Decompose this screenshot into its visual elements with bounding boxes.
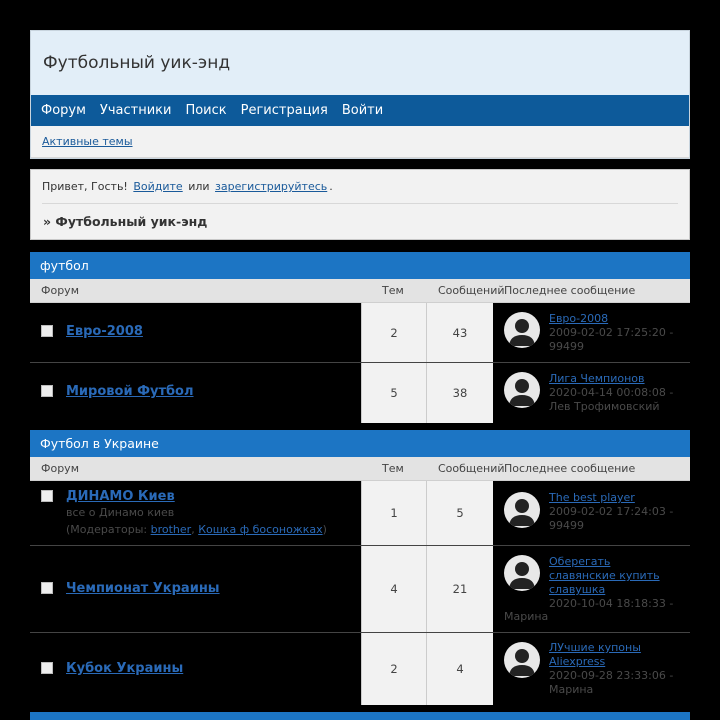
last-post-link[interactable]: Оберегать славянские купить славушка xyxy=(549,555,660,596)
user-silhouette-icon xyxy=(504,372,540,408)
last-post-link[interactable]: ЛУчшие купоны Aliexpress xyxy=(549,641,641,668)
col-topics: Тем xyxy=(382,284,404,297)
last-post-link[interactable]: Лига Чемпионов xyxy=(549,372,645,385)
forum-row xyxy=(30,303,690,363)
col-forum: Форум xyxy=(41,462,79,475)
forum-row xyxy=(30,633,690,705)
nav-members[interactable]: Участники xyxy=(99,103,172,118)
site-header xyxy=(30,30,690,159)
moderators-end: ) xyxy=(322,523,327,536)
last-post xyxy=(549,491,678,533)
breadcrumb: » Футбольный уик-энд xyxy=(43,214,208,229)
posts-count: 21 xyxy=(427,546,493,632)
login-link[interactable]: Войдите xyxy=(133,180,183,193)
forum-status-icon xyxy=(41,662,53,674)
column-headers xyxy=(30,457,690,481)
last-post-date: 2020-10-04 18:18:33 - xyxy=(549,597,674,610)
category-title[interactable]: футбол xyxy=(30,252,690,279)
posts-count: 43 xyxy=(427,303,493,362)
category-football xyxy=(30,252,690,423)
last-post-user: Марина xyxy=(549,683,594,696)
register-link[interactable]: зарегистрируйтесь xyxy=(215,180,328,193)
last-post-date: 2009-02-02 17:25:20 - xyxy=(549,326,674,339)
nav-search[interactable]: Поиск xyxy=(185,103,227,118)
category-title[interactable]: Футбол в Украине xyxy=(30,430,690,457)
topics-count: 2 xyxy=(361,633,427,705)
forum-row xyxy=(30,363,690,423)
user-silhouette-icon xyxy=(504,555,540,591)
user-silhouette-icon xyxy=(504,642,540,678)
avatar[interactable] xyxy=(504,555,540,591)
posts-count: 5 xyxy=(427,481,493,545)
site-title[interactable]: Футбольный уик-энд xyxy=(43,53,231,73)
last-post xyxy=(549,372,678,414)
col-posts: Сообщений xyxy=(438,284,505,297)
forum-status-icon xyxy=(41,490,53,502)
moderator-link[interactable]: Кошка ф босоножках xyxy=(198,523,323,536)
last-post-user: 99499 xyxy=(549,519,584,532)
category-ukraine xyxy=(30,430,690,705)
forum-link[interactable]: ДИНАМО Киев xyxy=(66,489,175,504)
avatar[interactable] xyxy=(504,372,540,408)
topics-count: 2 xyxy=(361,303,427,362)
moderator-link[interactable]: brother xyxy=(150,523,192,536)
col-posts: Сообщений xyxy=(438,462,505,475)
main-nav xyxy=(31,95,689,126)
nav-forum[interactable]: Форум xyxy=(41,103,86,118)
forum-row xyxy=(30,481,690,546)
forum-link[interactable]: Мировой Футбол xyxy=(66,384,194,399)
avatar[interactable] xyxy=(504,642,540,678)
forum-status-icon xyxy=(41,325,53,337)
column-headers xyxy=(30,279,690,303)
col-last: Последнее сообщение xyxy=(504,462,636,475)
avatar[interactable] xyxy=(504,492,540,528)
topics-count: 4 xyxy=(361,546,427,632)
forum-link[interactable]: Кубок Украины xyxy=(66,661,184,676)
nav-login[interactable]: Войти xyxy=(341,103,384,118)
user-silhouette-icon xyxy=(504,492,540,528)
next-category-header xyxy=(30,712,690,720)
moderators: (Модераторы: brother, Кошка ф босоножках) xyxy=(66,523,327,536)
active-topics-link[interactable]: Активные темы xyxy=(42,135,133,148)
last-post-user: 99499 xyxy=(549,340,584,353)
last-post-user: Лев Трофимовский xyxy=(549,400,660,413)
posts-count: 38 xyxy=(427,363,493,423)
last-post-date: 2020-09-28 23:33:06 - xyxy=(549,669,674,682)
last-post xyxy=(549,555,678,611)
last-post-date: 2009-02-02 17:24:03 - xyxy=(549,505,674,518)
sub-nav xyxy=(31,126,689,158)
col-last: Последнее сообщение xyxy=(504,284,636,297)
last-post xyxy=(549,641,678,697)
col-topics: Тем xyxy=(382,462,404,475)
forum-link[interactable]: Чемпионат Украины xyxy=(66,581,220,596)
nav-register[interactable]: Регистрация xyxy=(240,103,328,118)
forum-link[interactable]: Евро-2008 xyxy=(66,324,143,339)
moderators-label: (Модераторы: xyxy=(66,523,148,536)
last-post-link[interactable]: The best player xyxy=(549,491,635,504)
greeting-line xyxy=(42,180,333,193)
last-post-link[interactable]: Евро-2008 xyxy=(549,312,609,325)
greeting-text: Привет, Гость! xyxy=(42,180,128,193)
avatar[interactable] xyxy=(504,312,540,348)
last-post xyxy=(549,312,678,354)
topics-count: 5 xyxy=(361,363,427,423)
forum-description: все о Динамо киев xyxy=(66,506,175,519)
forum-status-icon xyxy=(41,385,53,397)
greeting-dot: . xyxy=(329,180,333,193)
col-forum: Форум xyxy=(41,284,79,297)
forum-row xyxy=(30,546,690,633)
user-silhouette-icon xyxy=(504,312,540,348)
title-bar xyxy=(31,31,689,95)
last-post-date: 2020-04-14 00:08:08 - xyxy=(549,386,674,399)
posts-count: 4 xyxy=(427,633,493,705)
divider xyxy=(42,203,678,204)
forum-status-icon xyxy=(41,582,53,594)
or-text: или xyxy=(188,180,210,193)
last-post-user: Марина xyxy=(504,610,549,623)
welcome-box xyxy=(30,169,690,240)
topics-count: 1 xyxy=(361,481,427,545)
